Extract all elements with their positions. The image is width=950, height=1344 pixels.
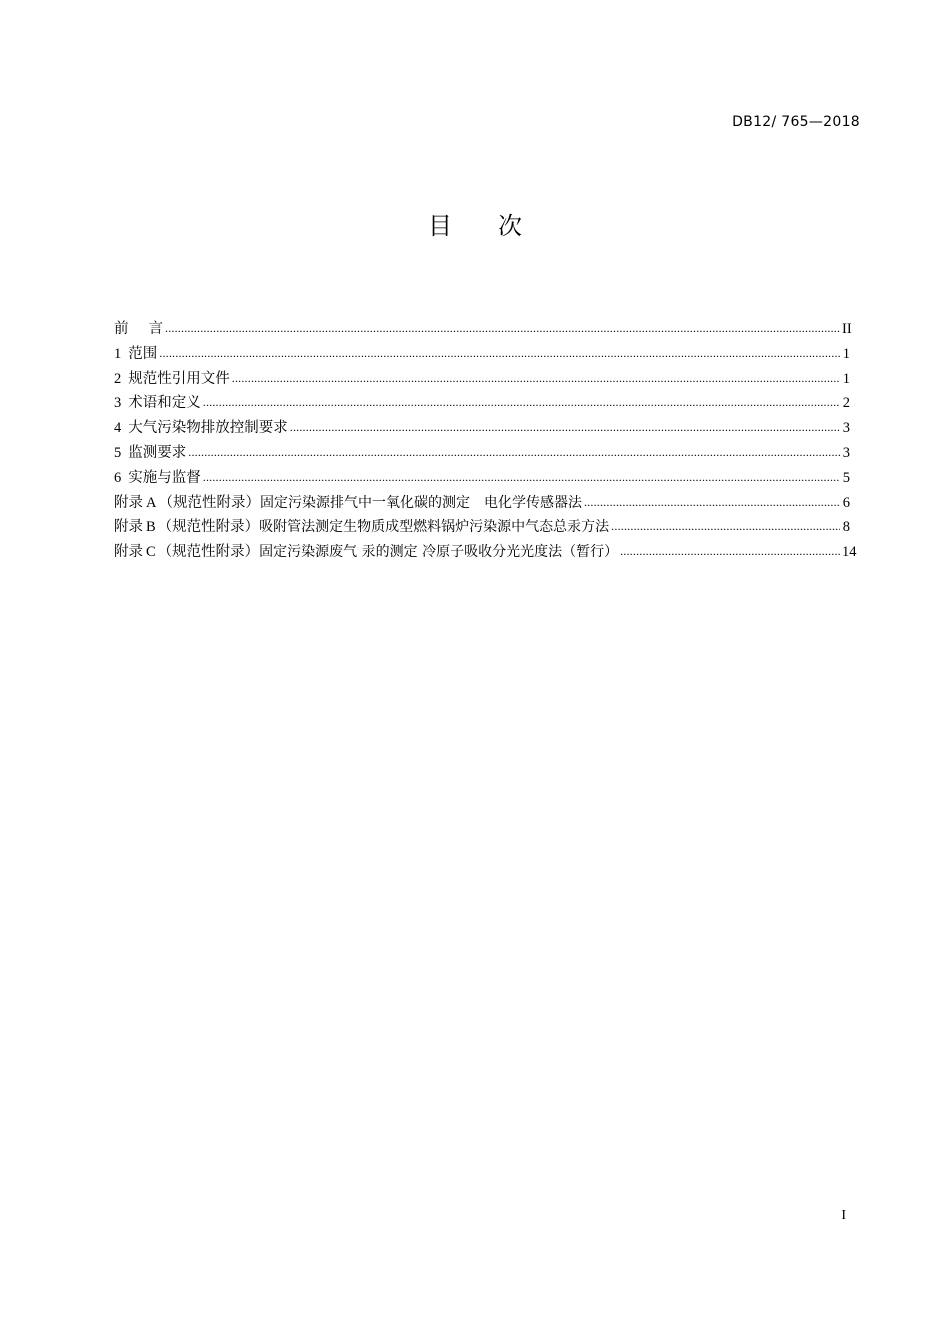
page-footer-number: I xyxy=(841,1208,846,1223)
toc-section-number: 4 xyxy=(114,420,122,437)
toc-page-number: 1 xyxy=(842,370,850,387)
toc-section-number: 3 xyxy=(114,395,122,412)
toc-page-number: 2 xyxy=(842,395,850,412)
dot-leader xyxy=(232,366,840,391)
toc-entry-section-6[interactable] xyxy=(114,466,850,491)
toc-entry-appendix-b[interactable] xyxy=(114,515,850,540)
toc-entry-section-4[interactable] xyxy=(114,416,850,441)
dot-leader xyxy=(159,341,840,366)
appendix-prefix: 附录 xyxy=(114,519,143,536)
toc-entry-label: 实施与监督 xyxy=(128,469,201,486)
toc-entry-label: 监测要求 xyxy=(128,444,187,461)
toc-page-number: 14 xyxy=(842,544,857,561)
appendix-prefix: 附录 xyxy=(114,544,143,561)
page-title xyxy=(0,206,950,241)
toc-page-number: II xyxy=(842,321,852,337)
appendix-letter: B xyxy=(146,519,156,536)
toc-page-number: 3 xyxy=(842,420,850,437)
title-char-1: 目 xyxy=(428,212,498,240)
toc-entry-label: 术语和定义 xyxy=(128,395,201,412)
dot-leader xyxy=(611,514,840,539)
appendix-letter: A xyxy=(146,494,157,511)
dot-leader xyxy=(620,539,840,564)
toc-entry-appendix-a[interactable] xyxy=(114,491,850,516)
dot-leader xyxy=(584,490,840,515)
appendix-title: 固定污染源废气 汞的测定 冷原子吸收分光光度法（暂行） xyxy=(259,544,619,561)
toc-entry-section-2[interactable] xyxy=(114,367,850,392)
title-char-2: 次 xyxy=(498,212,568,240)
dot-leader xyxy=(203,465,840,490)
toc-entry-label: 大气污染物排放控制要求 xyxy=(128,420,288,437)
appendix-prefix: 附录 xyxy=(114,494,143,511)
appendix-kind: （规范性附录） xyxy=(157,544,260,561)
toc-section-number: 2 xyxy=(114,370,122,387)
toc-entry-foreword[interactable] xyxy=(114,317,850,342)
toc-entry-section-5[interactable] xyxy=(114,441,850,466)
toc-section-number: 1 xyxy=(114,345,122,362)
table-of-contents xyxy=(114,317,857,565)
toc-entry-appendix-c[interactable] xyxy=(114,540,857,565)
appendix-kind: （规范性附录） xyxy=(158,494,260,511)
toc-page-number: 3 xyxy=(842,444,850,461)
toc-page-number: 5 xyxy=(842,469,850,486)
toc-section-number: 5 xyxy=(114,444,122,461)
toc-entry-section-1[interactable] xyxy=(114,342,850,367)
appendix-letter: C xyxy=(146,544,156,561)
toc-page-number: 1 xyxy=(842,345,850,362)
appendix-kind: （规范性附录） xyxy=(157,519,260,536)
toc-section-number: 6 xyxy=(114,469,122,486)
toc-page-number: 8 xyxy=(842,519,850,536)
document-number: DB12/ 765—2018 xyxy=(732,114,860,130)
toc-entry-label: 范围 xyxy=(128,345,158,362)
toc-entry-label: 规范性引用文件 xyxy=(128,370,230,387)
toc-entry-section-3[interactable] xyxy=(114,391,850,416)
appendix-title: 吸附管法测定生物质成型燃料锅炉污染源中气态总汞方法 xyxy=(259,519,610,536)
dot-leader xyxy=(188,440,840,465)
dot-leader xyxy=(203,390,840,415)
toc-page-number: 6 xyxy=(842,494,850,511)
dot-leader xyxy=(165,316,840,341)
toc-entry-label: 前言 xyxy=(114,321,163,337)
dot-leader xyxy=(290,415,840,440)
appendix-title: 固定污染源排气中一氧化碳的测定 电化学传感器法 xyxy=(259,494,582,511)
